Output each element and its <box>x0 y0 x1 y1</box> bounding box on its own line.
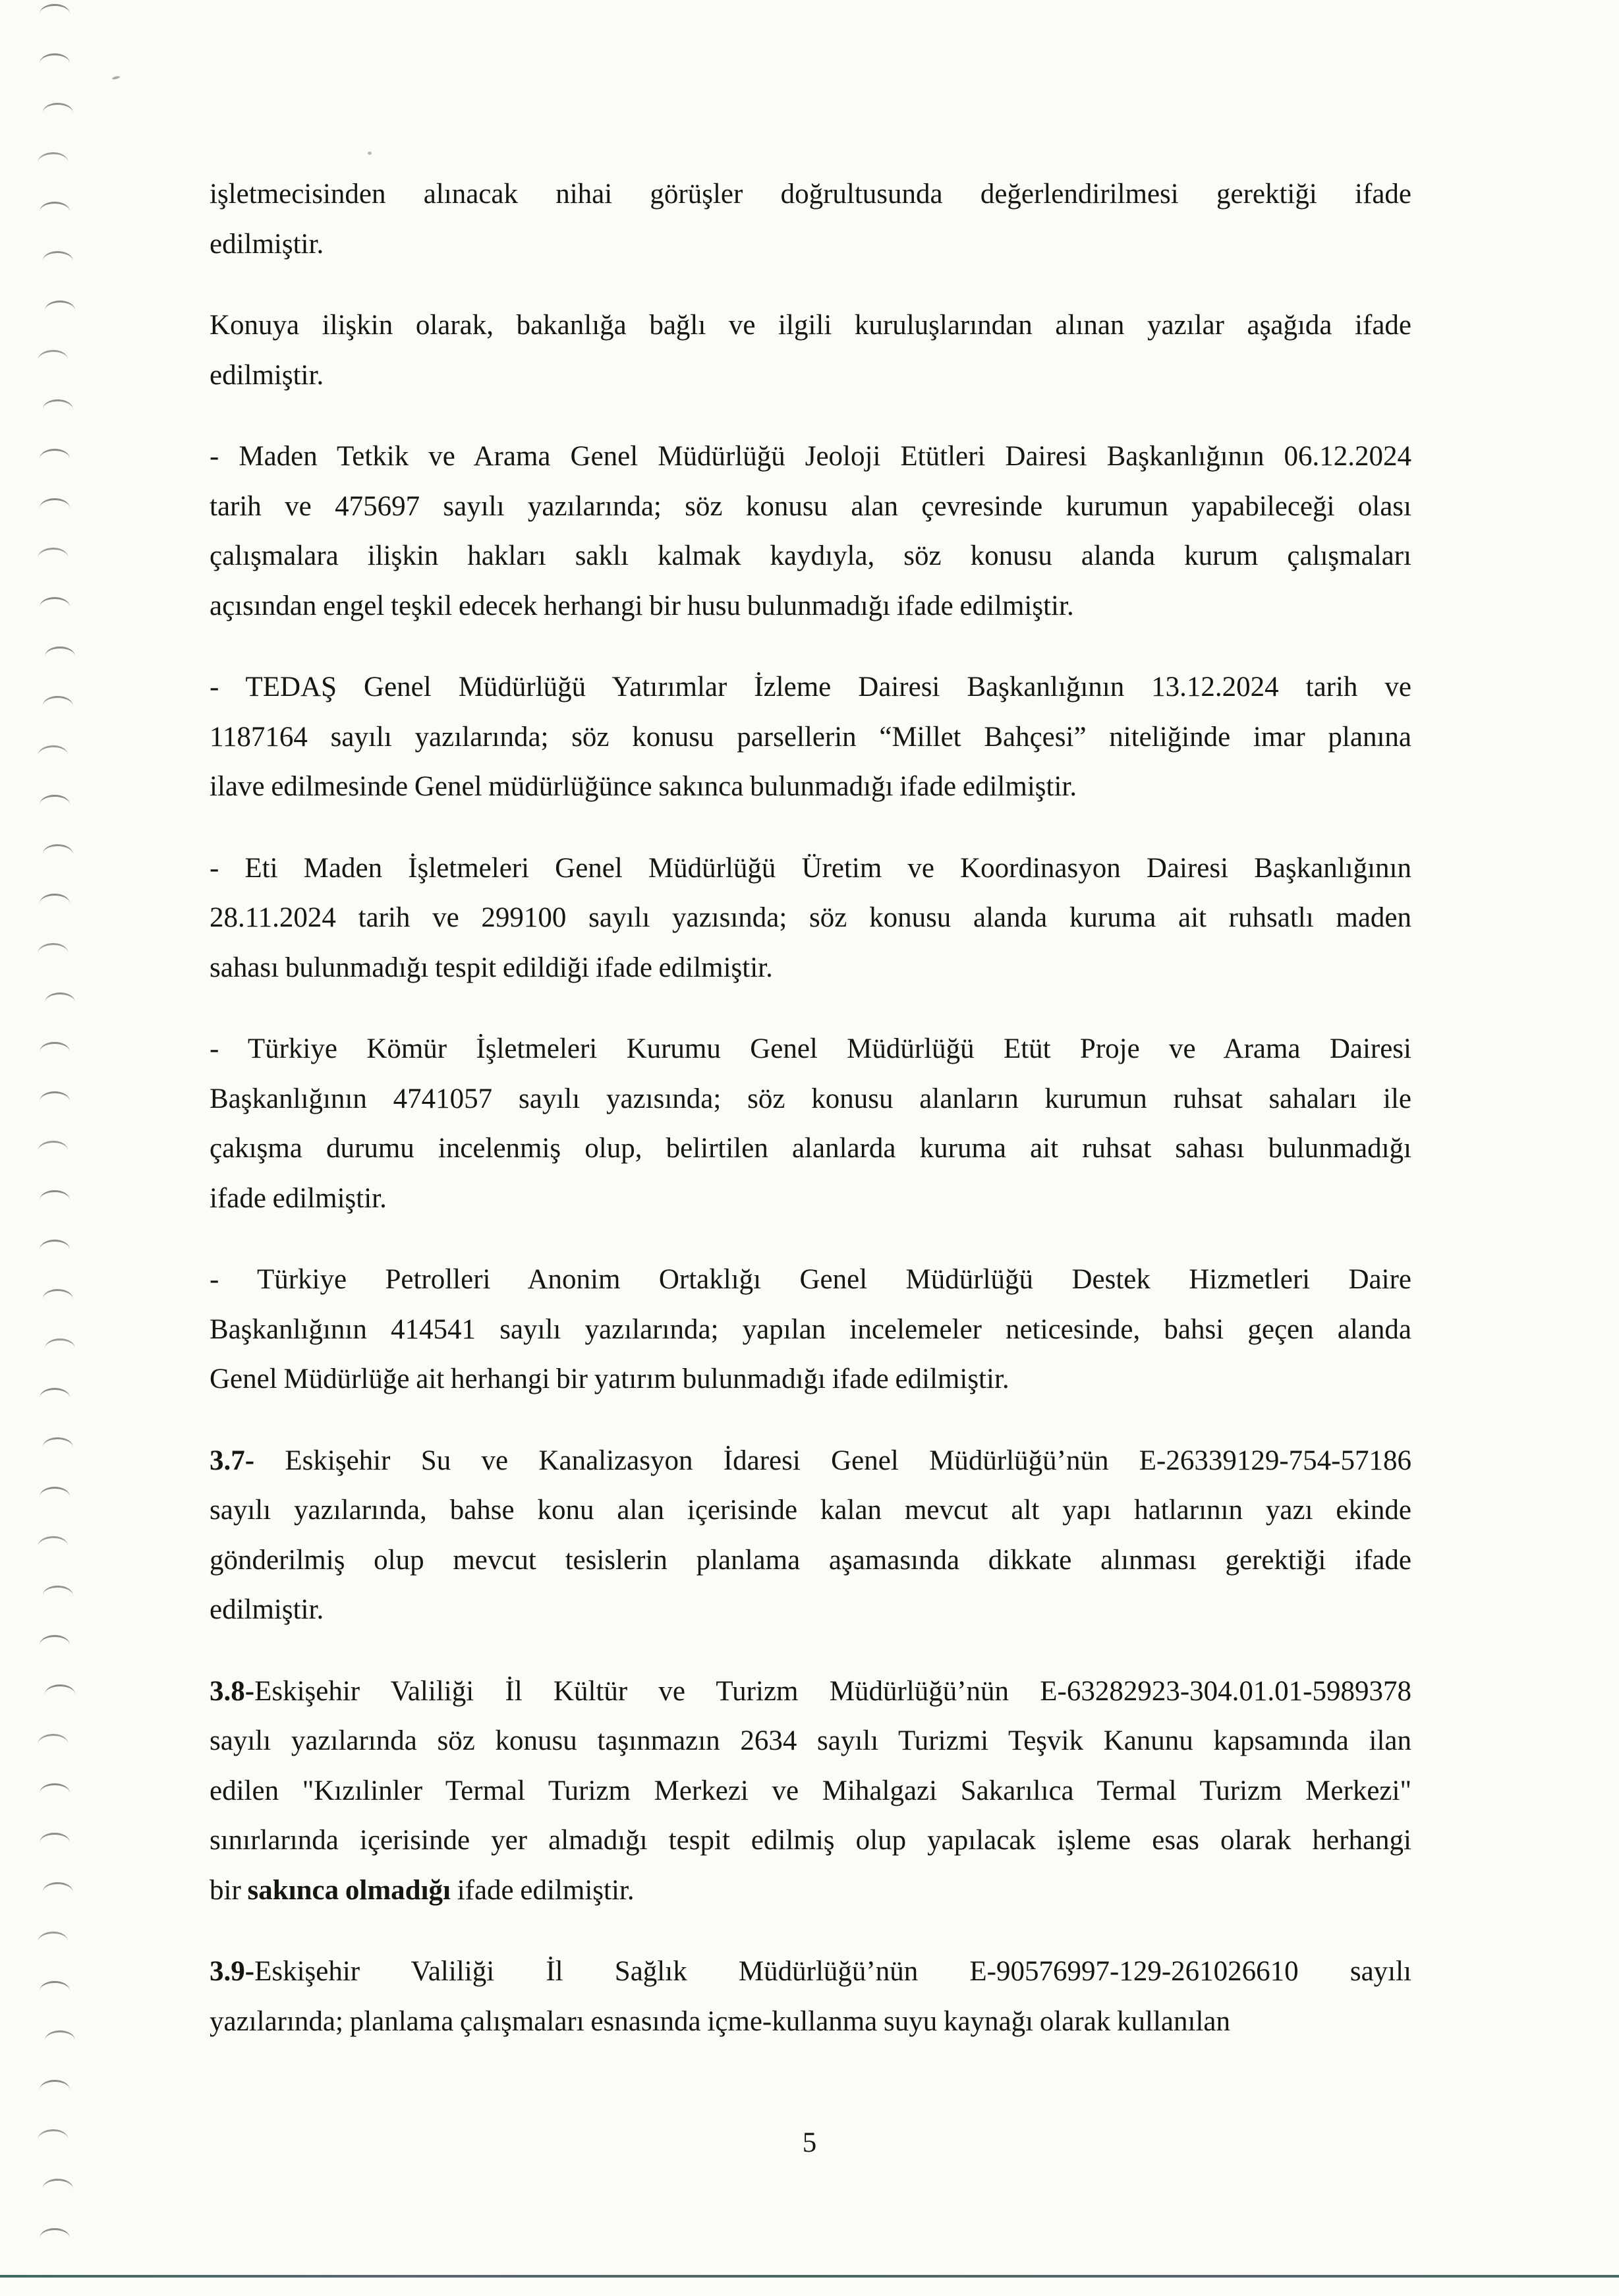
spiral-binding-mark <box>40 2228 70 2238</box>
spiral-binding-mark <box>45 992 75 1002</box>
spiral-binding-mark <box>40 894 70 904</box>
text-line: - TEDAŞ Genel Müdürlüğü Yatırımlar İzleme Dairesi Başkanlığının 13.12.2024 tarih ve <box>210 672 1411 703</box>
text-line: çalışmalara ilişkin hakları saklı kalmak kaydıyla, söz konusu alanda kurum çalışmaları <box>210 540 1411 571</box>
text-line: sayılı yazılarında söz konusu taşınmazın 2634 sayılı Turizmi Teşvik Kanunu kapsamında ilan <box>210 1725 1411 1756</box>
spiral-binding-mark <box>43 399 73 410</box>
paragraph <box>210 301 1411 400</box>
scan-speck <box>368 152 372 155</box>
spiral-binding-mark <box>43 1882 73 1893</box>
scan-edge-line <box>0 2275 1619 2278</box>
spiral-binding-mark <box>40 1487 70 1497</box>
spiral-binding-mark <box>40 597 70 607</box>
spiral-binding-mark <box>43 251 73 262</box>
text-line: 3.8-Eskişehir Valiliği İl Kültür ve Turizm Müdürlüğü’nün E-63282923-304.01.01-5989378 <box>210 1675 1411 1707</box>
spiral-binding-mark <box>40 1042 70 1052</box>
paragraph <box>210 1667 1411 1916</box>
spiral-binding-mark <box>43 103 73 113</box>
spiral-binding-mark <box>45 2030 75 2040</box>
spiral-binding-mark <box>43 844 73 855</box>
page-number: 5 <box>802 2127 817 2158</box>
text-line: edilmiştir. <box>210 1594 324 1625</box>
paragraph <box>210 844 1411 993</box>
spiral-binding-mark <box>40 1833 70 1843</box>
text-line: Başkanlığının 414541 sayılı yazılarında; yapılan incelemeler neticesinde, bahsi geçen alanda <box>210 1313 1411 1345</box>
spiral-binding-mark <box>40 1635 70 1645</box>
text-line: edilmiştir. <box>210 228 324 260</box>
text-line: sahası bulunmadığı tespit edildiği ifade edilmiştir. <box>210 952 773 983</box>
spiral-binding-mark <box>43 1437 73 1448</box>
spiral-binding-marks <box>40 0 79 2296</box>
text-line: 28.11.2024 tarih ve 299100 sayılı yazısında; söz konusu alanda kuruma ait ruhsatlı maden <box>210 902 1411 933</box>
text-line: sınırlarında içerisinde yer almadığı tespit edilmiş olup yapılacak işleme esas olarak herhangi <box>210 1825 1411 1856</box>
text-line: Genel Müdürlüğe ait herhangi bir yatırım bulunmadığı ifade edilmiştir. <box>210 1363 1009 1394</box>
paragraph <box>210 169 1411 269</box>
text-line: sayılı yazılarında, bahse konu alan içerisinde kalan mevcut alt yapı hatlarının yazı ekinde <box>210 1495 1411 1526</box>
spiral-binding-mark <box>45 1338 75 1348</box>
spiral-binding-mark <box>38 1931 68 1941</box>
spiral-binding-mark <box>45 1684 75 1694</box>
text-line: çakışma durumu incelenmiş olup, belirtilen alanlarda kuruma ait ruhsat sahası bulunmadığı <box>210 1133 1411 1164</box>
text-line: işletmecisinden alınacak nihai görüşler doğrultusunda değerlendirilmesi gerektiği ifade <box>210 179 1411 210</box>
text-line: ifade edilmiştir. <box>210 1182 387 1214</box>
text-line: - Maden Tetkik ve Arama Genel Müdürlüğü Jeoloji Etütleri Dairesi Başkanlığının 06.12.2024 <box>210 441 1411 472</box>
spiral-binding-mark <box>43 696 73 706</box>
spiral-binding-mark <box>40 795 70 805</box>
spiral-binding-mark <box>38 745 68 755</box>
paragraph <box>210 662 1411 812</box>
spiral-binding-mark <box>40 1783 70 1793</box>
spiral-binding-mark <box>43 1586 73 1596</box>
spiral-binding-mark <box>40 4 70 14</box>
spiral-binding-mark <box>40 2080 70 2090</box>
spiral-binding-mark <box>40 1091 70 1101</box>
spiral-binding-mark <box>40 1190 70 1200</box>
spiral-binding-mark <box>43 2179 73 2189</box>
text-line: edilmiştir. <box>210 359 324 391</box>
paragraph <box>210 1947 1411 2046</box>
text-line: 3.7- Eskişehir Su ve Kanalizasyon İdaresi Genel Müdürlüğü’nün E-26339129-754-57186 <box>210 1445 1411 1476</box>
text-line: bir sakınca olmadığı ifade edilmiştir. <box>210 1874 635 1906</box>
spiral-binding-mark <box>38 1140 68 1151</box>
text-line: Konuya ilişkin olarak, bakanlığa bağlı ve ilgili kuruluşlarından alınan yazılar aşağıda ifade <box>210 310 1411 341</box>
spiral-binding-mark <box>40 498 70 508</box>
spiral-binding-mark <box>38 1733 68 1744</box>
text-line: yazılarında; planlama çalışmaları esnasında içme-kullanma suyu kaynağı olarak kullanılan <box>210 2005 1230 2037</box>
spiral-binding-mark <box>40 449 70 459</box>
text-line: açısından engel teşkil edecek herhangi bir husu bulunmadığı ifade edilmiştir. <box>210 590 1074 621</box>
spiral-binding-mark <box>38 1535 68 1546</box>
paragraph <box>210 1436 1411 1635</box>
spiral-binding-mark <box>45 646 75 656</box>
spiral-binding-mark <box>38 942 68 953</box>
text-line: ilave edilmesinde Genel müdürlüğünce sakınca bulunmadığı ifade edilmiştir. <box>210 771 1077 802</box>
paragraph <box>210 1255 1411 1404</box>
spiral-binding-mark <box>40 202 70 212</box>
spiral-binding-mark <box>43 1289 73 1300</box>
spiral-binding-mark <box>40 53 70 63</box>
text-line: 1187164 sayılı yazılarında; söz konusu parsellerin “Millet Bahçesi” niteliğinde imar planına <box>210 721 1411 753</box>
paragraph <box>210 1024 1411 1223</box>
spiral-binding-mark <box>38 152 68 162</box>
spiral-binding-mark <box>40 1240 70 1249</box>
text-line: edilen "Kızılinler Termal Turizm Merkezi ve Mihalgazi Sakarılıca Termal Turizm Merkezi" <box>210 1775 1411 1806</box>
text-line: gönderilmiş olup mevcut tesislerin planlama aşamasında dikkate alınması gerektiği ifade <box>210 1544 1411 1576</box>
text-line: 3.9-Eskişehir Valiliği İl Sağlık Müdürlüğü’nün E-90576997-129-261026610 sayılı <box>210 1956 1411 1987</box>
spiral-binding-mark <box>38 349 68 360</box>
text-line: - Türkiye Petrolleri Anonim Ortaklığı Genel Müdürlüğü Destek Hizmetleri Daire <box>210 1264 1411 1295</box>
spiral-binding-mark <box>40 1388 70 1398</box>
document-body <box>210 169 1411 2078</box>
spiral-binding-mark <box>38 547 68 558</box>
spiral-binding-mark <box>45 301 75 310</box>
text-line: - Eti Maden İşletmeleri Genel Müdürlüğü Üretim ve Koordinasyon Dairesi Başkanlığının <box>210 852 1411 884</box>
paragraph <box>210 432 1411 631</box>
text-line: tarih ve 475697 sayılı yazılarında; söz konusu alan çevresinde kurumun yapabileceği olası <box>210 490 1411 522</box>
text-line: - Türkiye Kömür İşletmeleri Kurumu Genel Müdürlüğü Etüt Proje ve Arama Dairesi <box>210 1033 1411 1064</box>
text-line: Başkanlığının 4741057 sayılı yazısında; söz konusu alanların kurumun ruhsat sahaları ile <box>210 1083 1411 1114</box>
scan-speck <box>112 76 121 80</box>
spiral-binding-mark <box>40 1981 70 1991</box>
